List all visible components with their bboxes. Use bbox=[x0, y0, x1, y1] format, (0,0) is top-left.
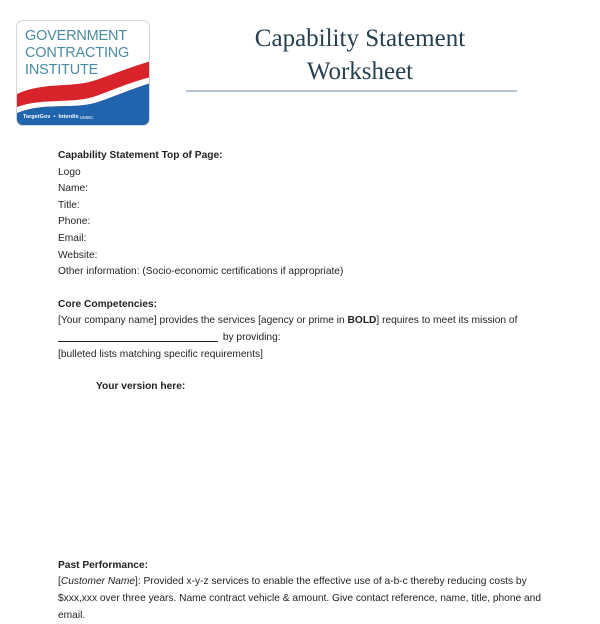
fill-in-blank-rule[interactable] bbox=[58, 341, 218, 342]
field-name: Name: bbox=[58, 183, 89, 195]
past-performance-text: ]: Provided x-y-z services to enable the effective use of a-b-c thereby reducing costs by $xxx,xxx over three years. Name contract vehicle & amount. Give contact reference, name, title, phone and email. bbox=[58, 576, 542, 621]
page-title bbox=[160, 22, 560, 89]
document-body bbox=[58, 148, 558, 624]
field-phone: Phone: bbox=[58, 216, 91, 228]
your-version-here-label: Your version here: bbox=[96, 381, 186, 393]
logo-wordmark bbox=[25, 28, 145, 79]
logo-tagline-left: TargetGov bbox=[23, 114, 51, 120]
section-heading-top-of-page: Capability Statement Top of Page: bbox=[58, 150, 223, 161]
document-header bbox=[0, 0, 600, 140]
section-spacer bbox=[58, 281, 558, 297]
government-contracting-institute-logo bbox=[16, 20, 150, 126]
core-competencies-bullet-note: [bulleted lists matching specific requirements] bbox=[58, 348, 263, 360]
section-heading-core-competencies: Core Competencies: bbox=[58, 298, 158, 310]
field-title: Title: bbox=[58, 199, 80, 211]
field-logo: Logo bbox=[58, 166, 81, 178]
logo-tagline-suffix: UMBC bbox=[79, 114, 94, 120]
page-title-line-2: Worksheet bbox=[306, 58, 414, 86]
core-competencies-text-3: by providing: bbox=[220, 331, 281, 343]
logo-line-2: CONTRACTING bbox=[25, 45, 130, 62]
past-performance-customer-name: Customer Name bbox=[60, 576, 136, 588]
field-other-information: Other information: (Socio-economic certifications if appropriate) bbox=[58, 266, 344, 278]
field-website: Website: bbox=[58, 249, 98, 261]
core-competencies-text-1: [Your company name] provides the services [agency or prime in bbox=[58, 315, 348, 327]
section-heading-past-performance: Past Performance: bbox=[58, 559, 149, 571]
core-competencies-blank-line bbox=[58, 330, 558, 347]
past-performance-bracket-open: [ bbox=[58, 576, 61, 588]
field-email: Email: bbox=[58, 232, 87, 244]
logo-line-1: GOVERNMENT bbox=[25, 28, 127, 44]
core-competencies-bold-word: BOLD bbox=[347, 315, 377, 327]
logo-tagline-right: Interdis bbox=[58, 114, 79, 120]
core-competencies-sentence bbox=[58, 313, 558, 330]
section-spacer bbox=[58, 363, 558, 379]
title-divider bbox=[186, 90, 517, 92]
logo-tagline bbox=[17, 109, 149, 125]
page-title-line-1: Capability Statement bbox=[254, 25, 466, 52]
worksheet-blank-answer-area[interactable] bbox=[58, 396, 558, 558]
logo-tagline-separator: • bbox=[53, 114, 56, 120]
core-competencies-text-2: ] requires to meet its mission of bbox=[376, 315, 518, 327]
past-performance-example bbox=[58, 574, 558, 624]
logo-line-3: INSTITUTE bbox=[25, 62, 99, 79]
